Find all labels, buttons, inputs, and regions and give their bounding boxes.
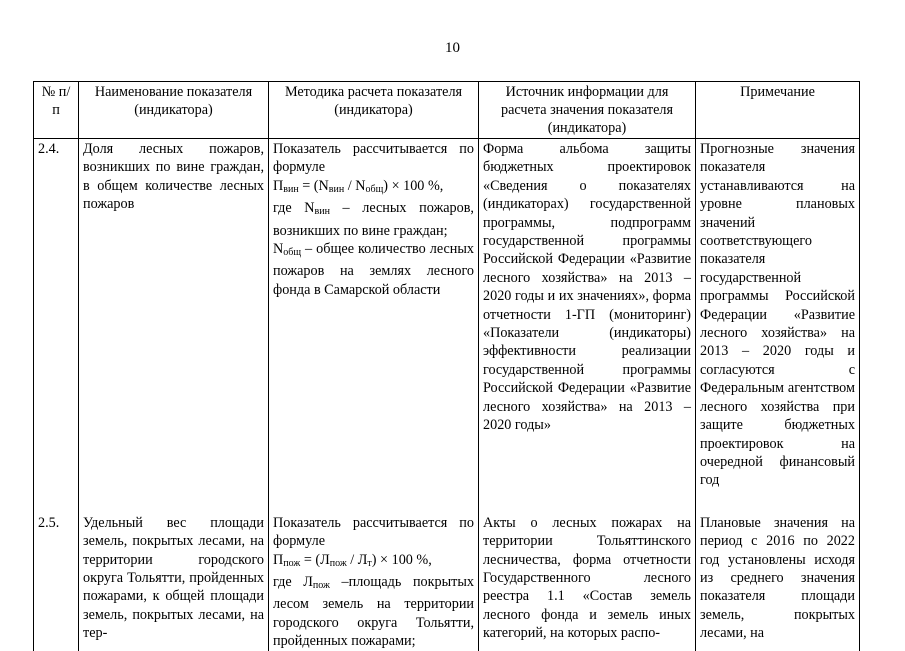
header-row: [34, 82, 860, 139]
calculation-method: [269, 508, 479, 651]
method-intro: Показатель рассчитывается по формуле: [273, 514, 474, 550]
method-intro: Показатель рассчитывается по формуле: [273, 141, 474, 176]
information-source: Форма альбома защиты бюджетных проектировок «Сведения о показателях (индикаторах) государственной программы, подпрограмм государственной программы Российской Федерации «Развитие лесного хозяйства» на 2013 – 2020 годы и их значениях», форма отчетности 1-ГП (мониторинг) «Показатели (индикаторы) эффективности реализации государственной программы Российской Федерации «Развитие лесного хозяйства» на 2013 – 2020 годы»: [479, 139, 696, 508]
table-row: [34, 508, 860, 651]
calculation-method: [269, 139, 479, 508]
header-number: № п/п: [34, 82, 79, 139]
formula-definition: Nобщ – общее количество лесных пожаров на землях лесного фонда в Самарской области: [273, 241, 474, 298]
formula: Пвин = (Nвин / Nобщ) × 100 %,: [273, 177, 444, 195]
header-calculation-method: Методика расчета показателя (индикатора): [269, 82, 479, 139]
indicator-name: Удельный вес площади земель, покрытых лесами, на территории городского округа Тольятти, пройденных пожарами, к общей площади земель, покрытых лесами, на тер-: [79, 508, 269, 651]
table-header: [34, 82, 860, 139]
formula-definition: где Nвин – лесных пожаров, возникших по вине граждан;: [273, 200, 474, 239]
note: Плановые значения на период с 2016 по 2022 год установлены исходя из среднего значения показателя площади земель, покрытых лесами, на: [696, 508, 860, 651]
page-number: 10: [445, 40, 460, 56]
note: Прогнозные значения показателя устанавливаются на уровне плановых значений соответствующего показателя государственной программы Российской Федерации «Развитие лесного хозяйства» на 2013 – 2020 годы и согласуются с Федеральным агентством лесного хозяйства при защите бюджетных проектировок на очередной финансовый год: [696, 139, 860, 508]
information-source: Акты о лесных пожарах на территории Тольяттинского лесничества, форма отчетности Государственного лесного реестра 1.1 «Состав земель лесного фонда и земель иных категорий, на которых распо-: [479, 508, 696, 651]
row-number: 2.5.: [34, 508, 79, 651]
formula: Ппож = (Лпож / Лт) × 100 %,: [273, 551, 432, 569]
row-number: 2.4.: [34, 139, 79, 508]
indicator-name: Доля лесных пожаров, возникших по вине граждан, в общем количестве лесных пожаров: [79, 139, 269, 508]
header-information-source: Источник информации для расчета значения показателя (индикатора): [479, 82, 696, 139]
formula-definition: где Лпож –площадь покрытых лесом земель на территории городского округа Тольятти, пройденных пожарами;: [273, 573, 474, 650]
table-row: [34, 139, 860, 508]
header-indicator-name: Наименование показателя (индикатора): [79, 82, 269, 139]
indicators-table: [33, 81, 860, 651]
header-note: Примечание: [696, 82, 860, 139]
